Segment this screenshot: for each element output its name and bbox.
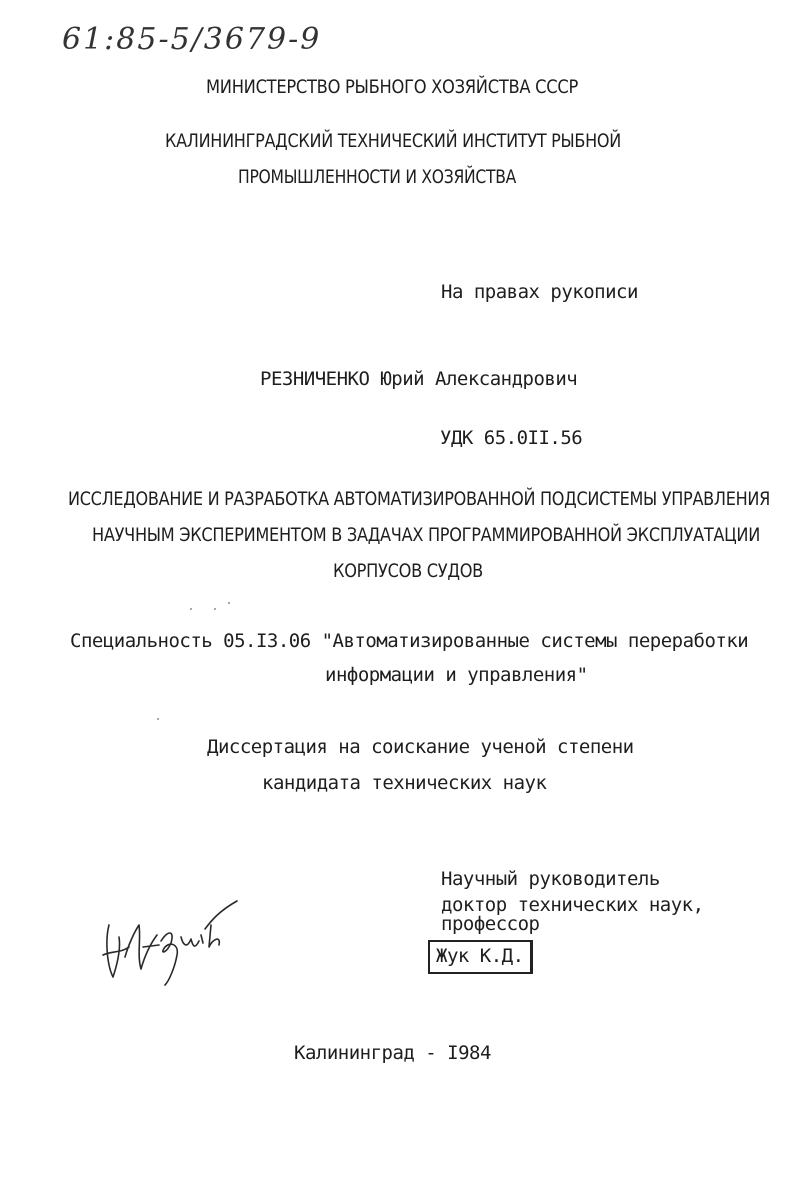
udc-code: УДК 65.0II.56	[440, 427, 583, 449]
archive-number-stamp: 61:85-5/3679-9	[62, 22, 322, 57]
supervisor-name-box	[428, 940, 533, 974]
degree-line1: Диссертация на соискание ученой степени	[207, 736, 634, 758]
supervisor-rank: профессор	[441, 913, 540, 935]
specialty-line2: информации и управления"	[325, 664, 588, 686]
thesis-title-line1: ИССЛЕДОВАНИЕ И РАЗРАБОТКА АВТОМАТИЗИРОВАННОЙ ПОДСИСТЕМЫ УПРАВЛЕНИЯ	[68, 488, 770, 510]
manuscript-note: На правах рукописи	[441, 281, 638, 303]
ministry-heading: МИНИСТЕРСТВО РЫБНОГО ХОЗЯЙСТВА СССР	[206, 76, 578, 98]
institute-heading-line2: ПРОМЫШЛЕННОСТИ И ХОЗЯЙСТВА	[238, 166, 516, 188]
author-name: РЕЗНИЧЕНКО Юрий Александрович	[260, 368, 578, 390]
degree-line2: кандидата технических наук	[262, 772, 547, 794]
thesis-title-line3: КОРПУСОВ СУДОВ	[333, 560, 483, 582]
specialty-line1: Специальность 05.I3.06 "Автоматизированные системы переработки	[70, 630, 749, 652]
institute-heading-line1: КАЛИНИНГРАДСКИЙ ТЕХНИЧЕСКИЙ ИНСТИТУТ РЫБНОЙ	[165, 130, 621, 152]
city-year: Калининград - I984	[294, 1042, 491, 1064]
thesis-title-line2: НАУЧНЫМ ЭКСПЕРИМЕНТОМ В ЗАДАЧАХ ПРОГРАММИРОВАННОЙ ЭКСПЛУАТАЦИИ	[92, 524, 760, 546]
supervisor-name: Жук К.Д.	[436, 945, 524, 967]
signature	[95, 895, 245, 990]
supervisor-label: Научный руководитель	[441, 868, 660, 890]
supervisor-degree: доктор технических наук,	[441, 894, 704, 916]
